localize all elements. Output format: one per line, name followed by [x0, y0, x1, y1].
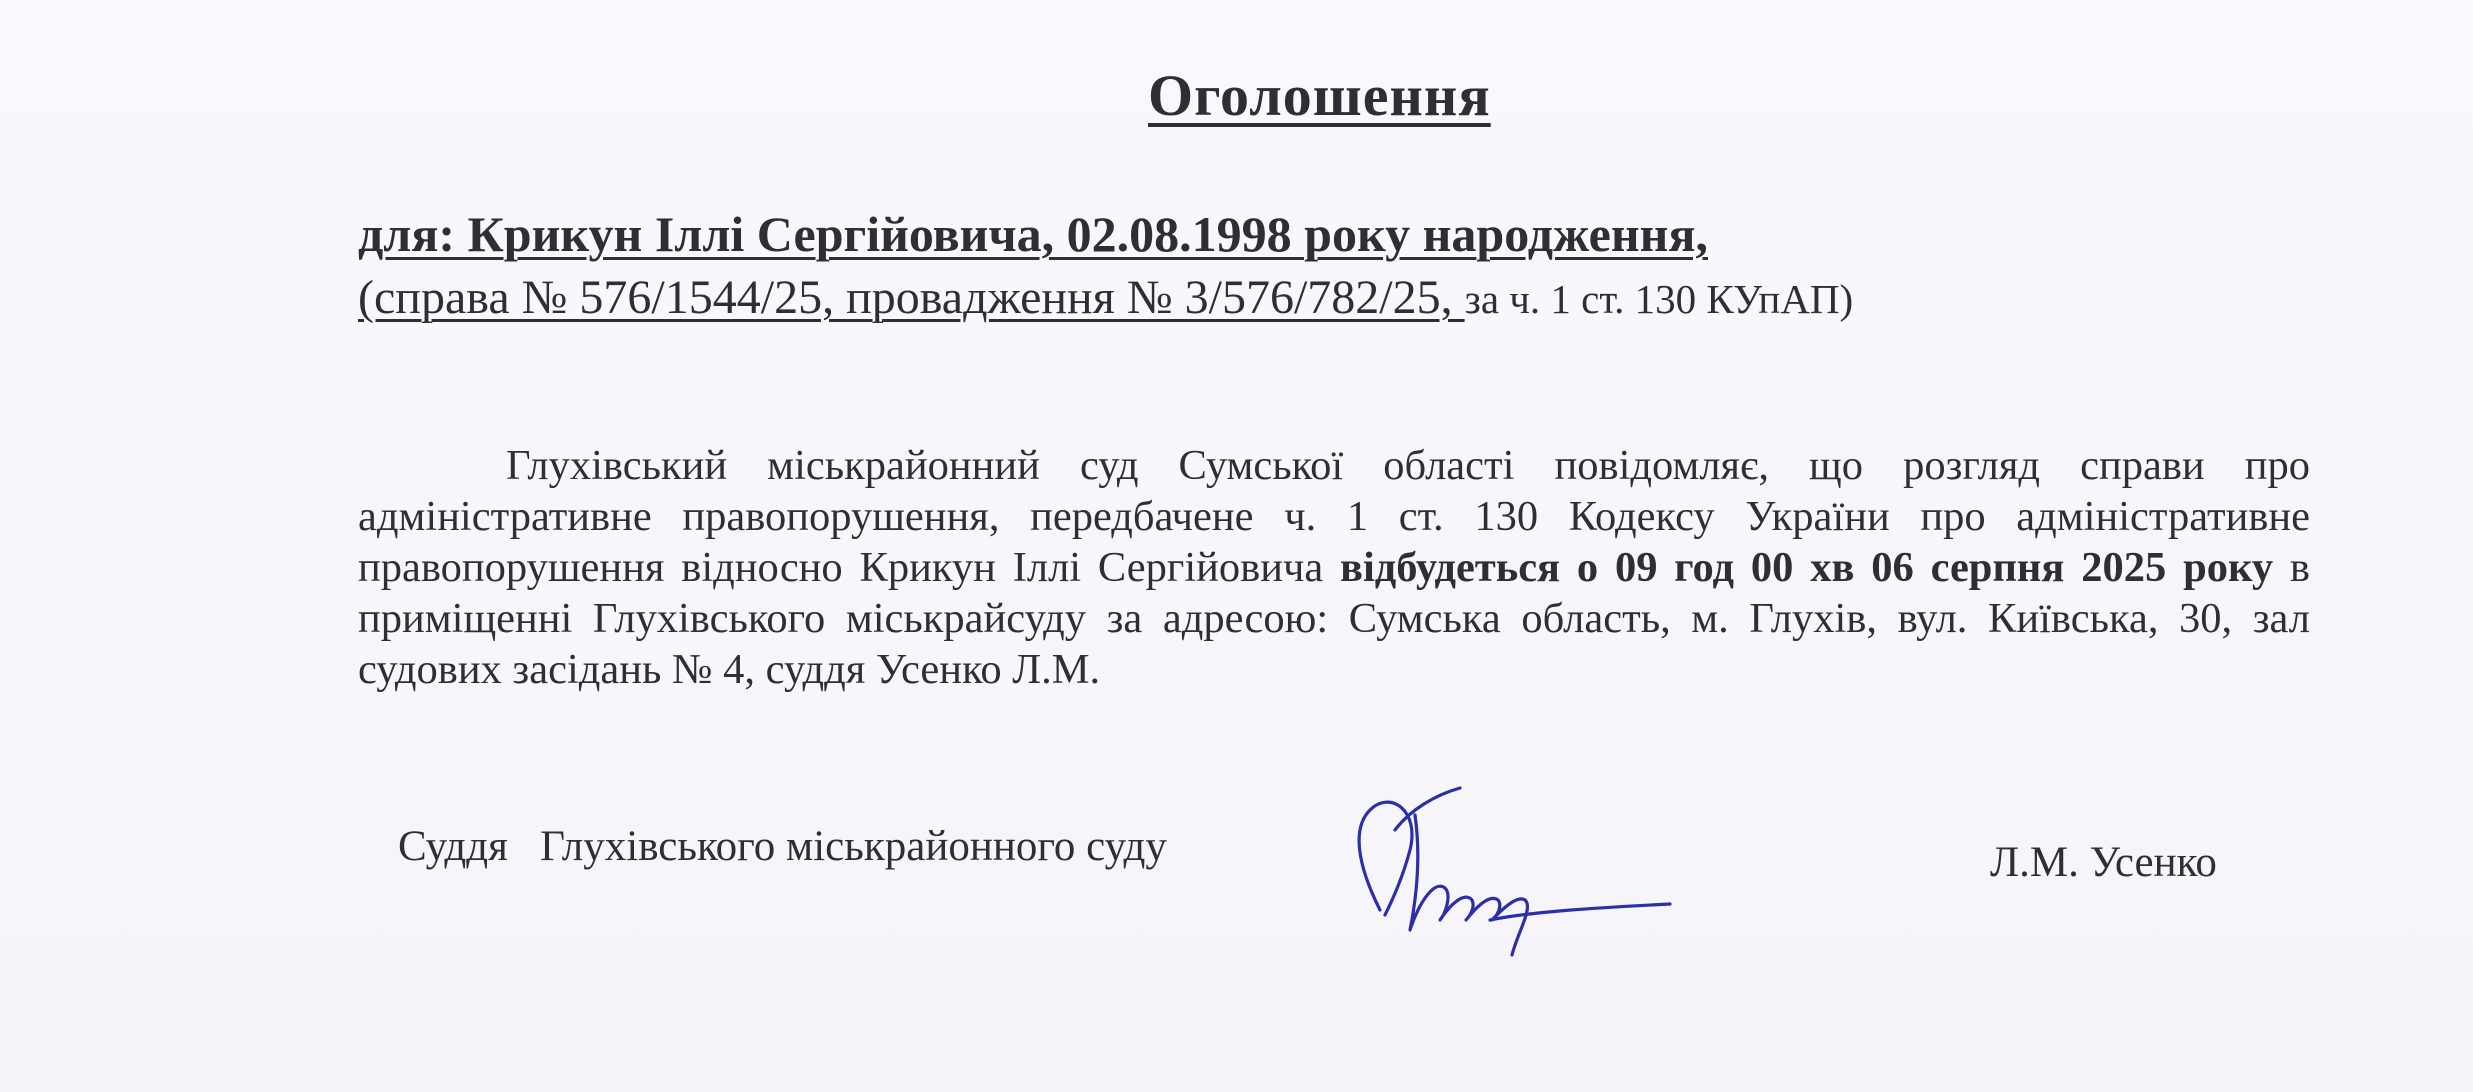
case-number: (справа № 576/1544/25, провадження № 3/576/782/25,: [358, 271, 1465, 324]
announcement-body: [358, 440, 2310, 695]
handwritten-signature: [1340, 770, 1680, 960]
body-text-part1: Глухівський міськрайонний суд Сумської області повідомляє, що розгляд справи про адміністративне правопорушення, передбачене ч. 1 ст. 130 Кодексу України про адміністративне правопорушення відносно Крикун Іллі Сергійовича: [358, 442, 2310, 591]
judge-name: Л.М. Усенко: [1990, 839, 2217, 886]
case-article: за ч. 1 ст. 130 КУпАП): [1464, 276, 1854, 322]
document-title: Оголошення: [1148, 63, 1491, 128]
hearing-datetime: відбудеться о 09 год 00 хв 06 серпня 2025 року: [1340, 544, 2274, 591]
recipient-line: для: Крикун Іллі Сергійовича, 02.08.1998 року народження,: [358, 206, 1708, 262]
body-text-part2: в приміщенні Глухівського міськрайсуду за адресою: Сумська область, м. Глухів, вул. Київська, 30, зал судових засідань № 4, суддя Усенко Л.М.: [358, 544, 2310, 693]
signature-stroke: [1359, 788, 1670, 955]
judge-position-label: Суддя Глухівського міськрайонного суду: [398, 823, 1167, 870]
case-reference-line: [358, 270, 1853, 325]
